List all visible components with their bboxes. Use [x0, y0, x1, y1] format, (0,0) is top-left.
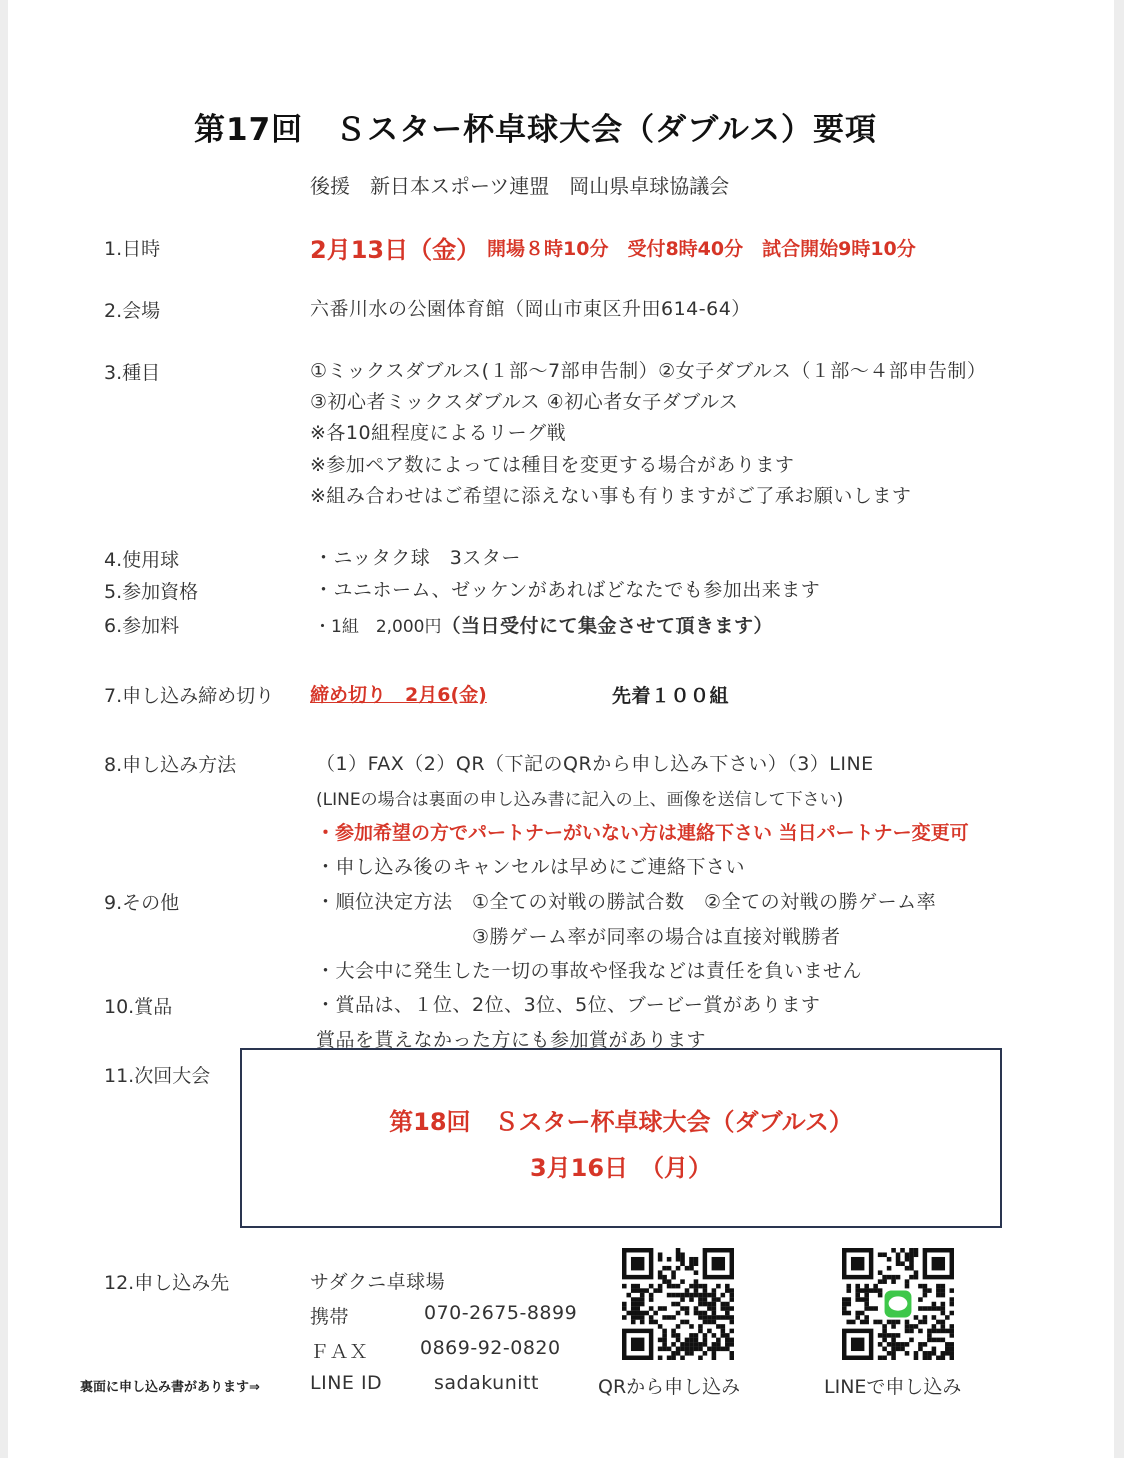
events-line: ③初心者ミックスダブルス ④初心者女子ダブルス	[310, 391, 739, 413]
other-line: ・順位決定方法 ①全ての対戦の勝試合数 ②全ての対戦の勝ゲーム率	[316, 891, 937, 913]
deadline-limit: 先着１００組	[612, 685, 730, 707]
method-line: （1）FAX（2）QR（下記のQRから申し込み下さい）（3）LINE	[316, 753, 874, 775]
method-partner-note: ・参加希望の方でパートナーがいない方は連絡下さい 当日パートナー変更可	[316, 822, 969, 844]
fee-line	[314, 611, 773, 638]
events-line: ※各10組程度によるリーグ戦	[310, 422, 567, 444]
fee-note: （当日受付にて集金させて頂きます）	[441, 615, 773, 637]
deadline-label: 7.申し込み締め切り	[104, 685, 275, 707]
venue-text: 六番川水の公園体育館（岡山市東区升田614-64）	[310, 298, 751, 320]
back-side-note: 裏面に申し込み書があります⇒	[80, 1380, 260, 1395]
events-line: ①ミックスダブルス(１部〜7部申告制）②女子ダブルス（１部〜４部申告制）	[310, 360, 987, 382]
events-line: ※組み合わせはご希望に添えない事も有りますがご了承お願いします	[310, 485, 912, 507]
venue-label: 2.会場	[104, 300, 161, 322]
eligibility-label: 5.参加資格	[104, 581, 199, 603]
prizes-label: 10.賞品	[104, 996, 173, 1018]
fax-label: ＦＡＸ	[310, 1341, 369, 1363]
other-line: ・大会中に発生した一切の事故や怪我などは責任を負いません	[316, 960, 863, 982]
prizes-line: 賞品を貰えなかった方にも参加賞があります	[316, 1029, 707, 1051]
registration-qr-code[interactable]	[622, 1248, 734, 1360]
page-title: 第17回 Ｓスター杯卓球大会（ダブルス）要項	[194, 112, 877, 148]
method-label: 8.申し込み方法	[104, 754, 237, 776]
next-event-box	[240, 1048, 1002, 1228]
next-event-date: 3月16日 （月）	[529, 1154, 713, 1182]
fee-text: ・1組 2,000円	[314, 617, 442, 637]
contact-label: 12.申し込み先	[104, 1272, 230, 1294]
line-id: sadakunitt	[434, 1372, 539, 1394]
contact-name: サダクニ卓球場	[310, 1271, 446, 1293]
event-times: 開場８時10分 受付8時40分 試合開始9時10分	[487, 238, 916, 260]
sponsor-line: 後援 新日本スポーツ連盟 岡山県卓球協議会	[310, 174, 730, 198]
next-label: 11.次回大会	[104, 1065, 211, 1087]
line-id-label: LINE ID	[310, 1372, 383, 1394]
method-line: (LINEの場合は裏面の申し込み書に記入の上、画像を送信して下さい)	[316, 790, 844, 810]
other-label: 9.その他	[104, 892, 180, 914]
event-date: 2月13日（金）	[310, 236, 481, 264]
qr-caption: QRから申し込み	[598, 1376, 741, 1398]
events-line: ※参加ペア数によっては種目を変更する場合があります	[310, 454, 795, 476]
date-label: 1.日時	[104, 238, 161, 260]
mobile-number: 070-2675-8899	[424, 1302, 578, 1324]
method-line: ・申し込み後のキャンセルは早めにご連絡下さい	[316, 856, 746, 878]
line-caption: LINEで申し込み	[824, 1376, 962, 1398]
flyer-page	[8, 0, 1114, 1458]
mobile-label: 携帯	[310, 1306, 350, 1328]
fax-number: 0869-92-0820	[420, 1337, 561, 1359]
deadline-text: 締め切り 2月6(金)	[310, 684, 487, 706]
fee-label: 6.参加料	[104, 615, 180, 637]
events-label: 3.種目	[104, 362, 161, 384]
line-qr-code[interactable]	[842, 1248, 954, 1360]
prizes-line: ・賞品は、１位、2位、3位、5位、ブービー賞があります	[316, 994, 821, 1016]
eligibility-text: ・ユニホーム、ゼッケンがあればどなたでも参加出来ます	[314, 579, 821, 601]
ball-text: ・ニッタク球 3スター	[314, 547, 521, 569]
next-event-title: 第18回 Ｓスター杯卓球大会（ダブルス）	[389, 1108, 853, 1136]
ball-label: 4.使用球	[104, 549, 180, 571]
other-line: ③勝ゲーム率が同率の場合は直接対戦勝者	[472, 926, 841, 948]
